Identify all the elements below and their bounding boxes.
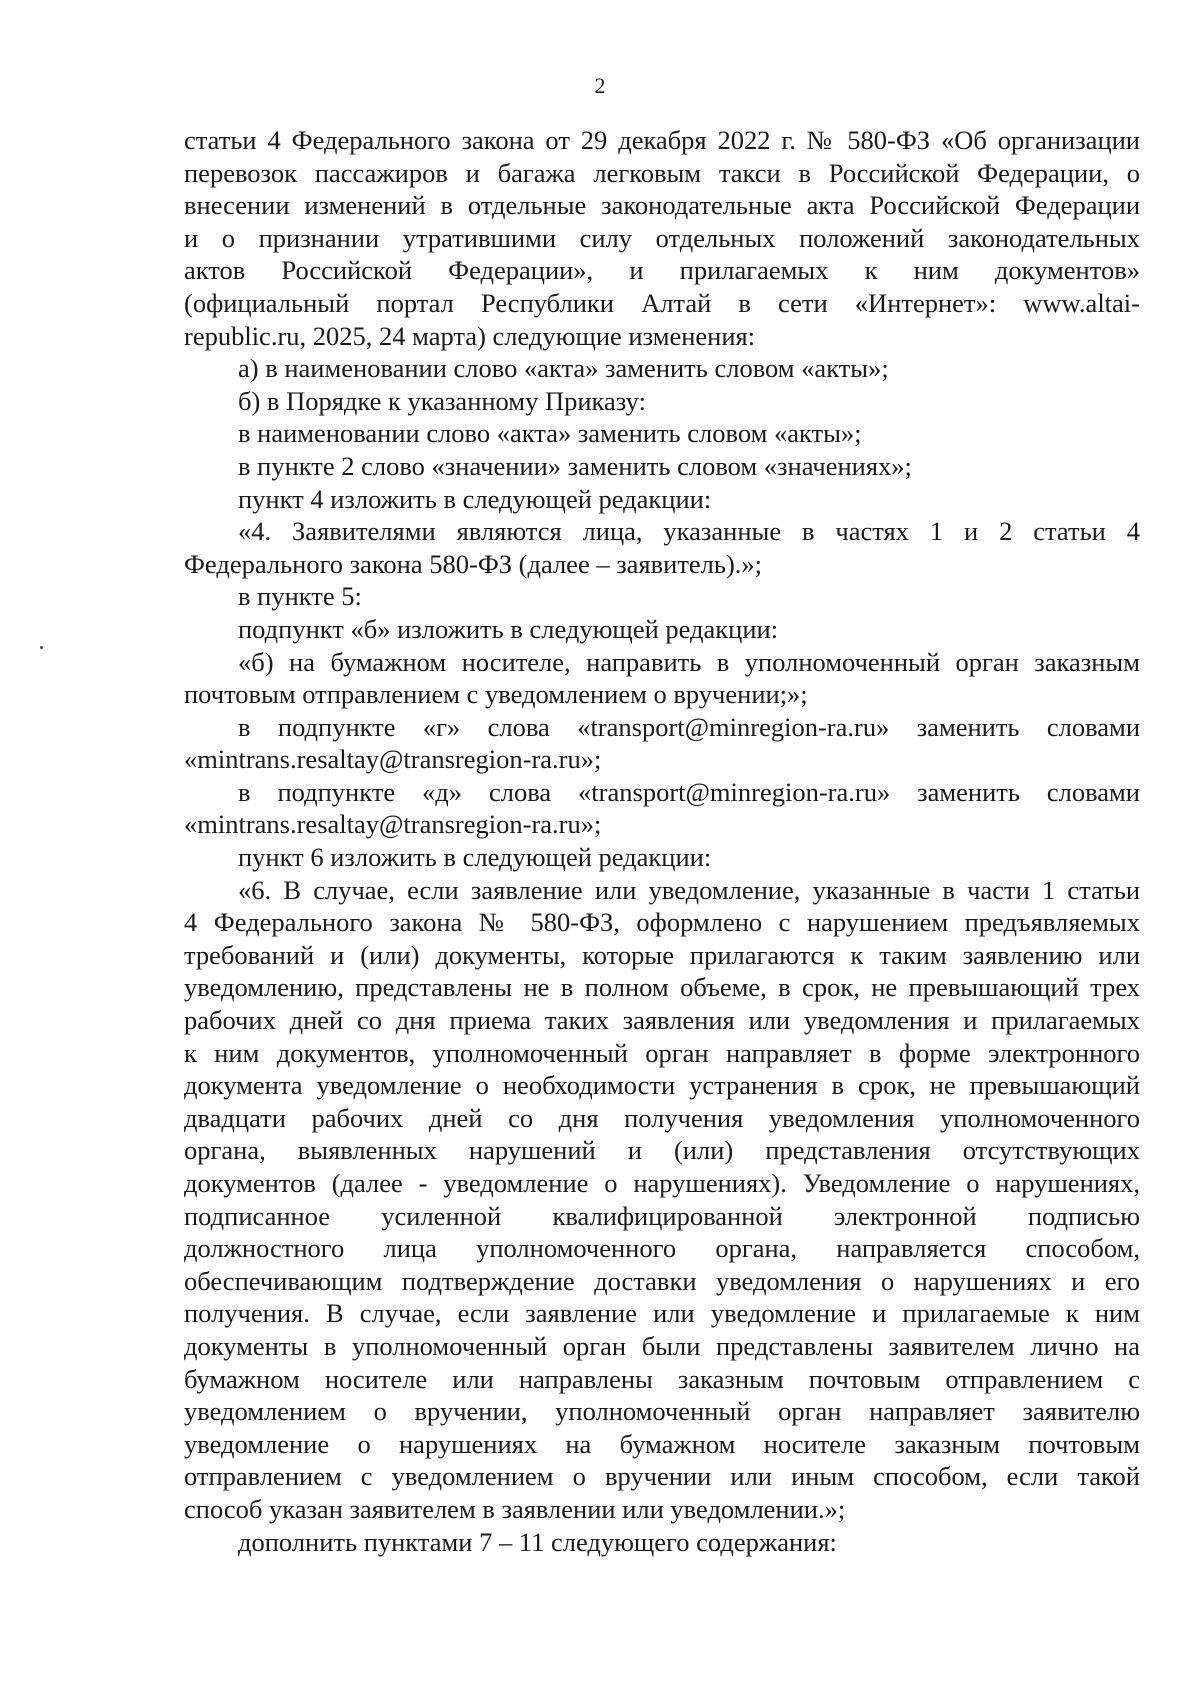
text-line: статьи 4 Федерального закона от 29 декабря 2022 г. № 580-ФЗ «Об организации — [184, 125, 1140, 155]
subpoint-b-text — [184, 646, 1140, 711]
text-line: актов Российской Федерации», и прилагаемых к ним документов» — [184, 255, 1140, 286]
text-line: отправлением с уведомлением о вручении или иным способом, если такой — [184, 1461, 1140, 1492]
text-line: способ указан заявителем в заявлении или уведомлении.»; — [184, 1493, 846, 1524]
text-line: и о признании утратившими силу отдельных положений законодательных — [184, 222, 1140, 253]
text-line: органа, выявленных нарушений и (или) представления отсутствующих — [184, 1135, 1140, 1166]
text-line: уведомлением о вручении, уполномоченный орган направляет заявителю — [184, 1396, 1140, 1427]
text-line: бумажном носителе или направлены заказным почтовым отправлением с — [184, 1363, 1140, 1394]
text-line: Федерального закона 580-ФЗ (далее – заявитель).»; — [184, 548, 763, 579]
text-line: 4 Федерального закона № 580-ФЗ, оформлено с нарушением предъявляемых — [184, 907, 1140, 938]
text-line: документов (далее - уведомление о нарушениях). Уведомление о нарушениях, — [184, 1168, 1140, 1198]
item-point-2: в пункте 2 слово «значении» заменить словом «значениях»; — [238, 450, 912, 481]
item-name-change: в наименовании слово «акта» заменить словом «акты»; — [238, 418, 862, 449]
item-b: б) в Порядке к указанному Приказу: — [238, 385, 646, 416]
text-line: почтовым отправлением с уведомлением о вручении;»; — [184, 679, 808, 710]
text-line: обеспечивающим подтверждение доставки уведомления о нарушениях и его — [184, 1265, 1140, 1296]
text-line: в подпункте «д» слова «transport@minregion-ra.ru» заменить словами — [238, 776, 1140, 807]
text-line: документа уведомление о необходимости устранения в срок, не превышающий — [184, 1070, 1140, 1101]
text-line: «6. В случае, если заявление или уведомление, указанные в части 1 статьи — [238, 874, 1140, 905]
item-point-5: в пункте 5: — [238, 581, 362, 612]
subpoint-g-change — [184, 711, 1140, 776]
text-line: внесении изменений в отдельные законодательные акта Российской Федерации — [184, 190, 1140, 221]
paragraph-amendment-intro — [184, 124, 1140, 352]
text-line: двадцати рабочих дней со дня получения уведомления уполномоченного — [184, 1102, 1140, 1133]
text-line: должностного лица уполномоченного органа, направляется способом, — [184, 1233, 1140, 1264]
document-body — [184, 124, 1140, 1558]
text-line: перевозок пассажиров и багажа легковым такси в Российской Федерации, о — [184, 157, 1140, 188]
clause-6 — [184, 874, 1140, 1526]
text-line: «mintrans.resaltay@transregion-ra.ru»; — [184, 744, 602, 775]
item-point-6-intro: пункт 6 изложить в следующей редакции: — [238, 842, 712, 873]
text-line: «mintrans.resaltay@transregion-ra.ru»; — [184, 809, 602, 840]
text-line: требований и (или) документы, которые прилагаются к таким заявлению или — [184, 939, 1140, 970]
text-line: получения. В случае, если заявление или уведомление и прилагаемые к ним — [184, 1298, 1140, 1329]
final-line: дополнить пунктами 7 – 11 следующего содержания: — [238, 1526, 837, 1557]
text-line: «4. Заявителями являются лица, указанные в частях 1 и 2 статьи 4 — [238, 516, 1140, 547]
item-subpoint-b-intro: подпункт «б» изложить в следующей редакции: — [238, 613, 779, 644]
page-number: 2 — [594, 73, 606, 98]
item-a: а) в наименовании слово «акта» заменить словом «акты»; — [238, 353, 889, 384]
text-line: «б) на бумажном носителе, направить в уполномоченный орган заказным — [238, 646, 1140, 677]
text-line: (официальный портал Республики Алтай в сети «Интернет»: www.altai- — [184, 287, 1140, 318]
clause-4 — [184, 515, 1140, 580]
text-line: подписанное усиленной квалифицированной электронной подписью — [184, 1200, 1140, 1231]
text-line: документы в уполномоченный орган были представлены заявителем лично на — [184, 1330, 1140, 1361]
item-point-4-intro: пункт 4 изложить в следующей редакции: — [238, 483, 712, 514]
subpoint-d-change — [184, 776, 1140, 841]
text-line: к ним документов, уполномоченный орган направляет в форме электронного — [184, 1037, 1140, 1068]
text-line: republic.ru, 2025, 24 марта) следующие изменения: — [184, 320, 756, 351]
scan-speck — [40, 646, 43, 649]
text-line: уведомлению, представлены не в полном объеме, в срок, не превышающий трех — [184, 972, 1140, 1003]
text-line: уведомление о нарушениях на бумажном носителе заказным почтовым — [184, 1428, 1140, 1459]
text-line: рабочих дней со дня приема таких заявления или уведомления и прилагаемых — [184, 1005, 1140, 1036]
text-line: в подпункте «г» слова «transport@minregion-ra.ru» заменить словами — [238, 711, 1140, 742]
